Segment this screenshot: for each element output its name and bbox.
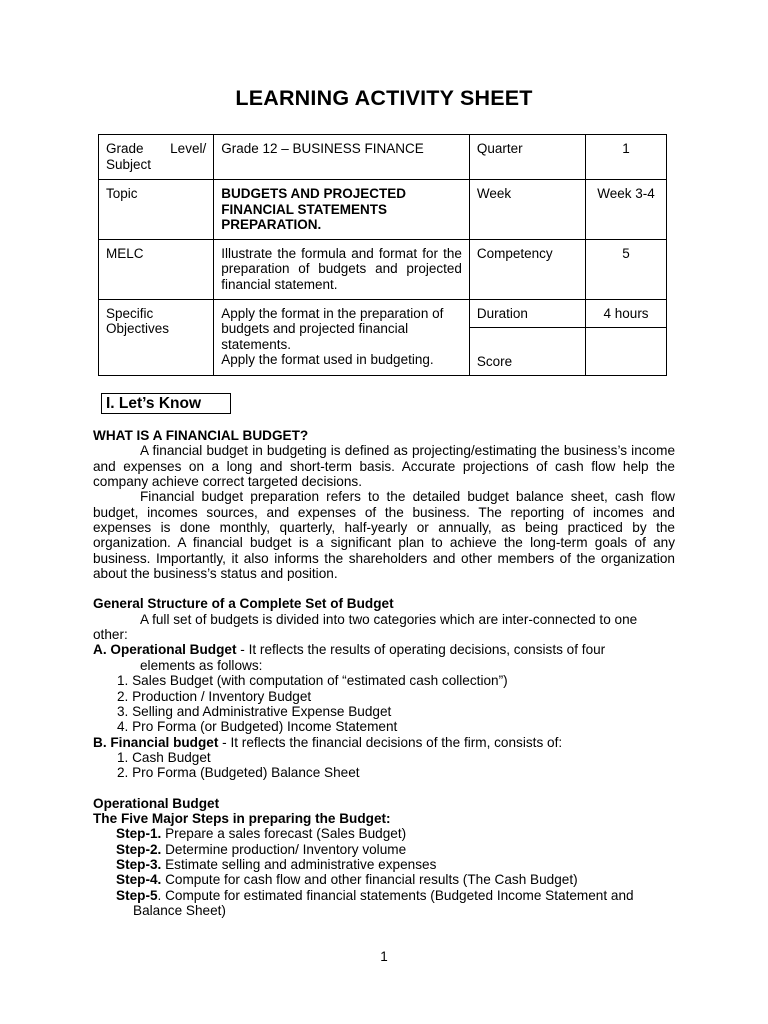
- step-item: [93, 872, 675, 887]
- list-item: 3. Selling and Administrative Expense Budget: [117, 703, 392, 719]
- week-value: Week 3-4: [586, 180, 667, 240]
- list-item: 4. Pro Forma (or Budgeted) Income Statement: [117, 719, 398, 735]
- list-item: 2. Production / Inventory Budget: [117, 688, 312, 704]
- operational-budget-label: A. Operational Budget: [93, 642, 237, 658]
- list-item: 2. Pro Forma (Budgeted) Balance Sheet: [117, 765, 360, 781]
- operational-budget-line: [93, 642, 675, 657]
- body-content: [93, 428, 675, 918]
- step-label: Step-1.: [116, 826, 162, 842]
- step-label: Step-2.: [116, 841, 162, 857]
- score-label: Score: [469, 328, 585, 376]
- table-row: [99, 239, 667, 299]
- step-text: Determine production/ Inventory volume: [161, 841, 407, 857]
- topic-value: BUDGETS AND PROJECTED FINANCIAL STATEMENTS PREPARATION.: [214, 180, 470, 240]
- question-heading: WHAT IS A FINANCIAL BUDGET?: [93, 428, 309, 443]
- page-number: 1: [380, 949, 388, 964]
- objective-1: Apply the format in the preparation of budgets and projected financial statements.: [221, 305, 444, 352]
- structure-intro: A full set of budgets is divided into two categories which are inter-connected to one other:: [93, 611, 638, 643]
- quarter-value: 1: [586, 135, 667, 180]
- duration-value: 4 hours: [586, 299, 667, 328]
- info-table: [98, 134, 667, 376]
- quarter-label: Quarter: [469, 135, 585, 180]
- competency-value: 5: [586, 239, 667, 299]
- step-text: . Compute for estimated financial statements (Budgeted Income Statement and: [157, 887, 634, 903]
- step-label: Step-5: [116, 887, 158, 903]
- list-item: 1. Sales Budget (with computation of “estimated cash collection”): [117, 673, 508, 689]
- table-row: [99, 135, 667, 180]
- paragraph: A financial budget in budgeting is defined as projecting/estimating the business’s income and expenses on a long and short-term basis. Accurate projections of cash flow help the company achieve correct targeted decisions.: [93, 443, 675, 490]
- objectives-label: Specific Objectives: [99, 299, 214, 376]
- table-row: [99, 299, 667, 328]
- competency-label: Competency: [469, 239, 585, 299]
- score-value: [586, 328, 667, 376]
- structure-heading: General Structure of a Complete Set of Budget: [93, 596, 394, 612]
- step-label: Step-3.: [116, 856, 162, 872]
- operational-budget-heading: Operational Budget: [93, 795, 220, 811]
- step-text: Prepare a sales forecast (Sales Budget): [161, 826, 407, 842]
- objectives-value: [214, 299, 470, 376]
- step-item: [93, 842, 675, 857]
- operational-budget-text-2: elements as follows:: [140, 657, 263, 673]
- financial-budget-text: - It reflects the financial decisions of the firm, consists of:: [218, 734, 563, 750]
- step-text: Compute for cash flow and other financial results (The Cash Budget): [161, 872, 578, 888]
- step-continuation: Balance Sheet): [133, 902, 226, 918]
- melc-label: MELC: [99, 239, 214, 299]
- duration-label: Duration: [469, 299, 585, 328]
- operational-budget-text: - It reflects the results of operating decisions, consists of four: [236, 642, 606, 658]
- melc-value: Illustrate the formula and format for the preparation of budgets and projected financial statement.: [214, 239, 470, 299]
- financial-budget-label: B. Financial budget: [93, 734, 219, 750]
- steps-heading: The Five Major Steps in preparing the Budget:: [93, 810, 391, 826]
- step-label: Step-4.: [116, 872, 162, 888]
- step-text: Estimate selling and administrative expenses: [161, 856, 437, 872]
- grade-value: Grade 12 – BUSINESS FINANCE: [214, 135, 470, 180]
- table-row: [99, 180, 667, 240]
- financial-budget-line: [93, 735, 675, 750]
- paragraph: Financial budget preparation refers to the detailed budget balance sheet, cash flow budget, incomes sources, and expenses of the business. The reporting of incomes and expenses is done monthly, quarterly, half-yearly or annually, as being practiced by the organization. A financial budget is a significant plan to achieve the long-term goals of any business. Importantly, it also informs the shareholders and other members of the organization about the business’s status and position.: [93, 489, 675, 582]
- list-item: 1. Cash Budget: [117, 749, 211, 765]
- topic-label: Topic: [99, 180, 214, 240]
- step-item: [93, 826, 675, 841]
- objective-2: Apply the format used in budgeting.: [221, 352, 434, 367]
- step-item: [93, 888, 675, 903]
- grade-label: Grade Level/ Subject: [99, 135, 214, 180]
- page-title: LEARNING ACTIVITY SHEET: [235, 86, 533, 110]
- section-heading: I. Let’s Know: [101, 393, 231, 414]
- week-label: Week: [469, 180, 585, 240]
- step-item: [93, 857, 675, 872]
